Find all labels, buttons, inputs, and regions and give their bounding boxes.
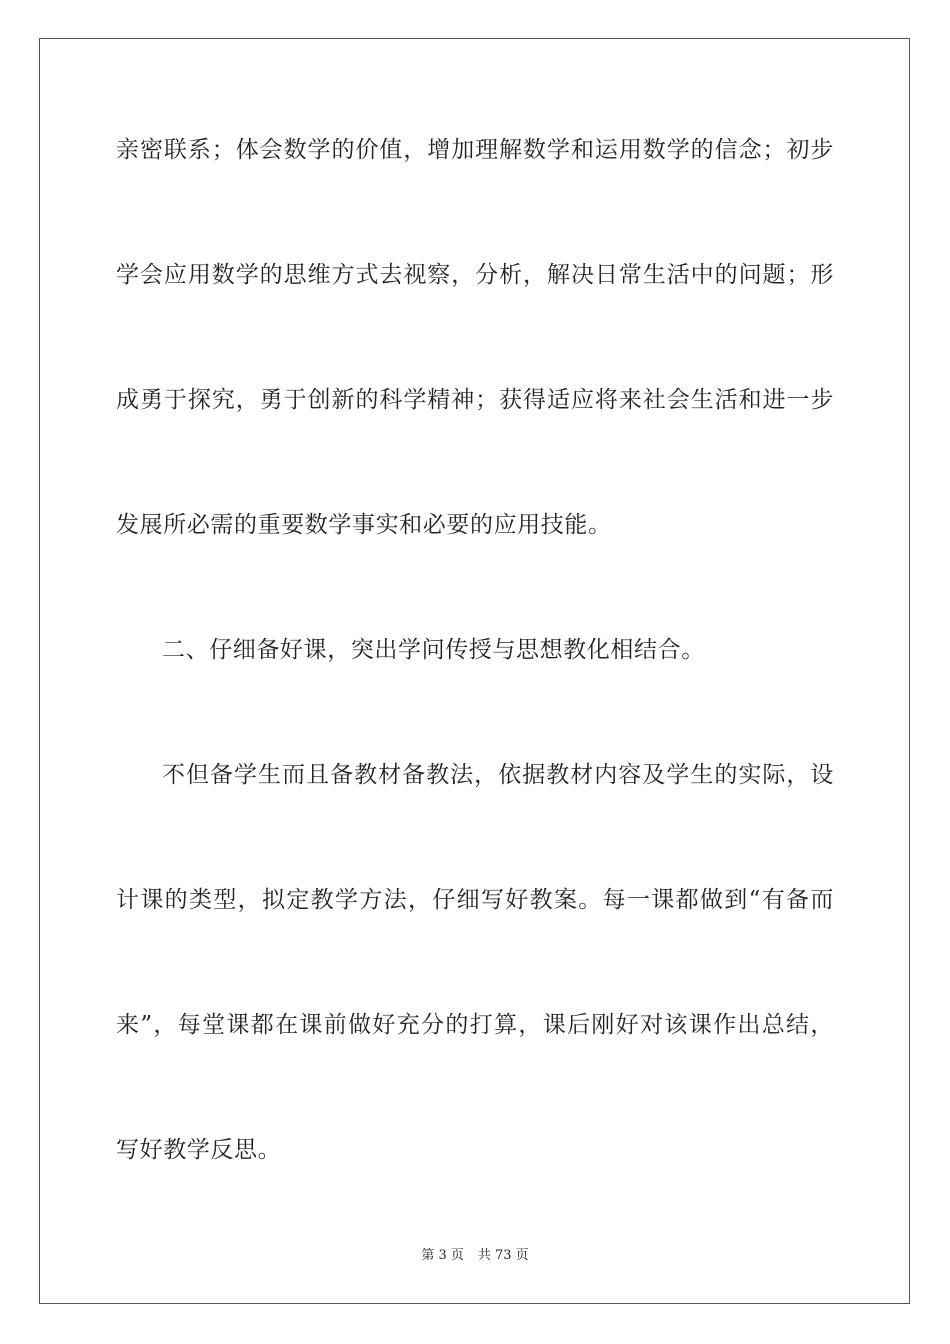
paragraph-line: 学会应用数学的思维方式去视察，分析，解决日常生活中的问题；形 bbox=[116, 262, 834, 288]
paragraph-line: 成勇于探究，勇于创新的科学精神；获得适应将来社会生活和进一步 bbox=[116, 387, 834, 413]
page-total: 共 73 页 bbox=[477, 1248, 529, 1263]
section-heading: 二、仔细备好课，突出学问传授与思想教化相结合。 bbox=[162, 637, 705, 663]
page-border bbox=[39, 38, 910, 1304]
paragraph-line: 不但备学生而且备教材备教法，依据教材内容及学生的实际，设 bbox=[162, 762, 834, 788]
page-number: 第 3 页 bbox=[421, 1248, 464, 1263]
paragraph-line: 写好教学反思。 bbox=[116, 1137, 282, 1163]
page-footer bbox=[0, 1247, 950, 1265]
paragraph-line: 发展所必需的重要数学事实和必要的应用技能。 bbox=[116, 512, 612, 538]
paragraph-line: 计课的类型，拟定教学方法，仔细写好教案。每一课都做到“有备而 bbox=[116, 887, 834, 913]
paragraph-line: 亲密联系；体会数学的价值，增加理解数学和运用数学的信念；初步 bbox=[116, 137, 834, 163]
paragraph-line: 来”，每堂课都在课前做好充分的打算，课后刚好对该课作出总结， bbox=[116, 1012, 834, 1038]
